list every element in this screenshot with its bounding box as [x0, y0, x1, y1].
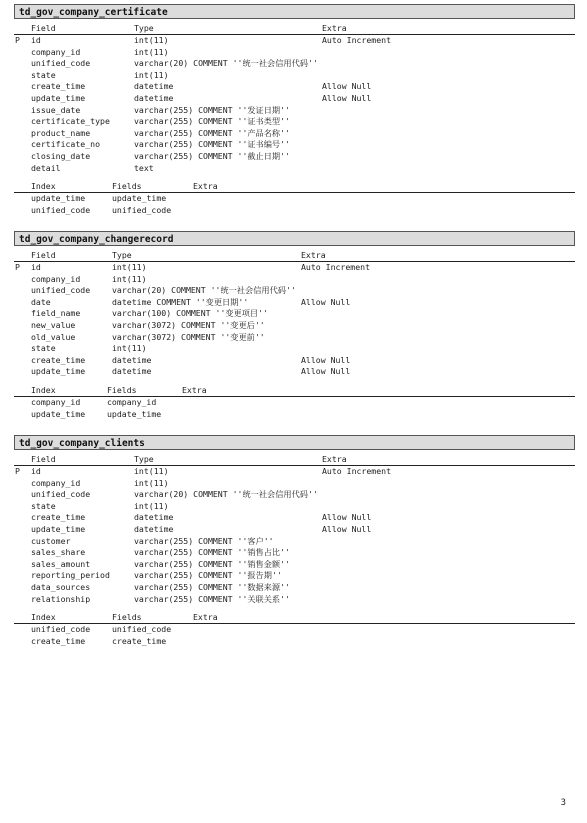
field-name: customer: [31, 535, 71, 546]
field-type: int(11): [134, 35, 169, 45]
index-name: update_time: [31, 193, 86, 204]
field-type: text: [134, 162, 154, 173]
field-extra: Allow Null: [322, 92, 372, 103]
primary-key-marker: P: [15, 262, 20, 272]
field-type: datetime: [134, 512, 174, 523]
table-row: [14, 332, 575, 344]
index-header-extra: Extra: [193, 612, 218, 623]
column-header-field: Field: [31, 454, 56, 464]
field-name: id: [31, 262, 41, 272]
table-row: [14, 308, 575, 320]
index-header-row: [14, 384, 575, 396]
index-fields: update_time: [112, 193, 167, 204]
field-name: unified_code: [31, 58, 91, 69]
field-type: varchar(255) COMMENT ''销售占比'': [134, 547, 290, 558]
table-row: [14, 466, 575, 478]
field-name: field_name: [31, 308, 81, 319]
field-type: varchar(3072) COMMENT ''变更后'': [112, 319, 265, 330]
table-row: [14, 570, 575, 582]
table-row: [14, 559, 575, 571]
index-header-extra: Extra: [182, 384, 207, 395]
index-name: company_id: [31, 396, 81, 407]
field-type: datetime COMMENT ''变更日期'': [112, 296, 249, 307]
field-name: product_name: [31, 127, 91, 138]
table-row: [14, 536, 575, 548]
column-header-row: [14, 249, 575, 261]
index-row: [14, 397, 575, 409]
index-row: [14, 193, 575, 205]
field-name: create_time: [31, 512, 86, 523]
field-extra: Allow Null: [301, 296, 351, 307]
table-row: [14, 297, 575, 309]
index-name: update_time: [31, 408, 86, 419]
primary-key-marker: P: [15, 466, 20, 476]
table-row: [14, 594, 575, 606]
table-row: [14, 501, 575, 513]
field-extra: Allow Null: [322, 512, 372, 523]
index-row: [14, 636, 575, 648]
field-name: certificate_no: [31, 139, 101, 150]
table-row: [14, 262, 575, 274]
column-header-row: [14, 453, 575, 465]
index-fields: company_id: [107, 396, 157, 407]
field-type: varchar(255) COMMENT ''客户'': [134, 535, 274, 546]
field-type: varchar(255) COMMENT ''报告期'': [134, 570, 282, 581]
field-name: reporting_period: [31, 570, 110, 581]
table-row: [14, 81, 575, 93]
table-row: [14, 478, 575, 490]
page-number: 3: [560, 798, 566, 808]
table-row: [14, 70, 575, 82]
field-extra: Auto Increment: [301, 262, 371, 272]
table-row: [14, 366, 575, 378]
field-type: datetime: [134, 81, 174, 92]
field-type: varchar(100) COMMENT ''变更项目'': [112, 308, 268, 319]
table-title: td_gov_company_clients: [14, 435, 575, 450]
field-type: int(11): [134, 46, 169, 57]
field-name: company_id: [31, 273, 81, 284]
index-header-index: Index: [31, 612, 56, 623]
index-name: create_time: [31, 635, 86, 646]
field-type: int(11): [112, 343, 147, 354]
table-row: [14, 163, 575, 175]
index-row: [14, 624, 575, 636]
table-block: [14, 435, 575, 647]
field-type: int(11): [134, 500, 169, 511]
field-name: date: [31, 296, 51, 307]
field-type: varchar(255) COMMENT ''数据来源'': [134, 581, 290, 592]
field-extra: Auto Increment: [322, 35, 392, 45]
field-type: varchar(20) COMMENT ''统一社会信用代码'': [134, 489, 318, 500]
table-row: [14, 320, 575, 332]
table-row: [14, 547, 575, 559]
table-row: [14, 116, 575, 128]
index-header-index: Index: [31, 384, 56, 395]
table-row: [14, 35, 575, 47]
field-type: int(11): [134, 69, 169, 80]
table-row: [14, 47, 575, 59]
field-name: state: [31, 500, 56, 511]
index-header-fields: Fields: [112, 181, 142, 192]
index-name: unified_code: [31, 204, 91, 215]
table-block: [14, 4, 575, 216]
index-fields: update_time: [107, 408, 162, 419]
field-extra: Allow Null: [322, 81, 372, 92]
index-header-index: Index: [31, 181, 56, 192]
index-fields: unified_code: [112, 624, 172, 635]
field-type: varchar(20) COMMENT ''统一社会信用代码'': [112, 285, 296, 296]
field-type: int(11): [134, 477, 169, 488]
field-name: company_id: [31, 46, 81, 57]
column-header-type: Type: [112, 250, 132, 260]
field-name: sales_amount: [31, 558, 91, 569]
index-header-extra: Extra: [193, 181, 218, 192]
index-name: unified_code: [31, 624, 91, 635]
field-type: varchar(255) COMMENT ''证书编号'': [134, 139, 290, 150]
index-row: [14, 409, 575, 421]
field-name: unified_code: [31, 489, 91, 500]
field-name: closing_date: [31, 150, 91, 161]
table-row: [14, 105, 575, 117]
field-type: int(11): [112, 273, 147, 284]
field-name: issue_date: [31, 104, 81, 115]
index-header-fields: Fields: [107, 384, 137, 395]
field-name: data_sources: [31, 581, 91, 592]
table-title: td_gov_company_certificate: [14, 4, 575, 19]
field-extra: Allow Null: [322, 523, 372, 534]
field-type: datetime: [112, 366, 152, 377]
field-extra: Allow Null: [301, 354, 351, 365]
field-extra: Allow Null: [301, 366, 351, 377]
field-name: unified_code: [31, 285, 91, 296]
field-type: int(11): [112, 262, 147, 272]
field-type: varchar(255) COMMENT ''销售金额'': [134, 558, 290, 569]
field-type: datetime: [134, 92, 174, 103]
field-type: varchar(255) COMMENT ''发证日期'': [134, 104, 290, 115]
table-row: [14, 582, 575, 594]
field-type: datetime: [112, 354, 152, 365]
index-fields: unified_code: [112, 204, 172, 215]
index-row: [14, 205, 575, 217]
field-name: detail: [31, 162, 61, 173]
column-header-type: Type: [134, 454, 154, 464]
table-title: td_gov_company_changerecord: [14, 231, 575, 246]
field-name: sales_share: [31, 547, 86, 558]
table-row: [14, 489, 575, 501]
field-name: state: [31, 69, 56, 80]
field-type: varchar(20) COMMENT ''统一社会信用代码'': [134, 58, 318, 69]
field-name: update_time: [31, 92, 86, 103]
column-header-extra: Extra: [322, 454, 347, 464]
column-header-extra: Extra: [322, 23, 347, 33]
table-row: [14, 285, 575, 297]
field-type: varchar(255) COMMENT ''产品名称'': [134, 127, 290, 138]
field-name: certificate_type: [31, 116, 110, 127]
column-header-field: Field: [31, 250, 56, 260]
field-name: id: [31, 466, 41, 476]
index-header-row: [14, 180, 575, 192]
table-row: [14, 355, 575, 367]
field-name: id: [31, 35, 41, 45]
column-header-field: Field: [31, 23, 56, 33]
table-row: [14, 274, 575, 286]
field-name: update_time: [31, 523, 86, 534]
field-type: varchar(255) COMMENT ''关联关系'': [134, 593, 290, 604]
field-name: create_time: [31, 354, 86, 365]
field-type: varchar(255) COMMENT ''证书类型'': [134, 116, 290, 127]
field-name: create_time: [31, 81, 86, 92]
field-type: datetime: [134, 523, 174, 534]
field-name: relationship: [31, 593, 91, 604]
field-type: varchar(3072) COMMENT ''变更前'': [112, 331, 265, 342]
table-block: [14, 231, 575, 420]
field-name: state: [31, 343, 56, 354]
table-row: [14, 128, 575, 140]
field-name: update_time: [31, 366, 86, 377]
index-header-row: [14, 611, 575, 623]
field-type: varchar(255) COMMENT ''截止日期'': [134, 150, 290, 161]
index-header-fields: Fields: [112, 612, 142, 623]
table-row: [14, 58, 575, 70]
table-row: [14, 524, 575, 536]
field-extra: Auto Increment: [322, 466, 392, 476]
column-header-extra: Extra: [301, 250, 326, 260]
column-header-type: Type: [134, 23, 154, 33]
field-name: new_value: [31, 319, 76, 330]
table-row: [14, 151, 575, 163]
primary-key-marker: P: [15, 35, 20, 45]
field-name: old_value: [31, 331, 76, 342]
table-row: [14, 512, 575, 524]
table-row: [14, 93, 575, 105]
field-type: int(11): [134, 466, 169, 476]
column-header-row: [14, 22, 575, 34]
table-row: [14, 139, 575, 151]
index-fields: create_time: [112, 635, 167, 646]
field-name: company_id: [31, 477, 81, 488]
table-row: [14, 343, 575, 355]
